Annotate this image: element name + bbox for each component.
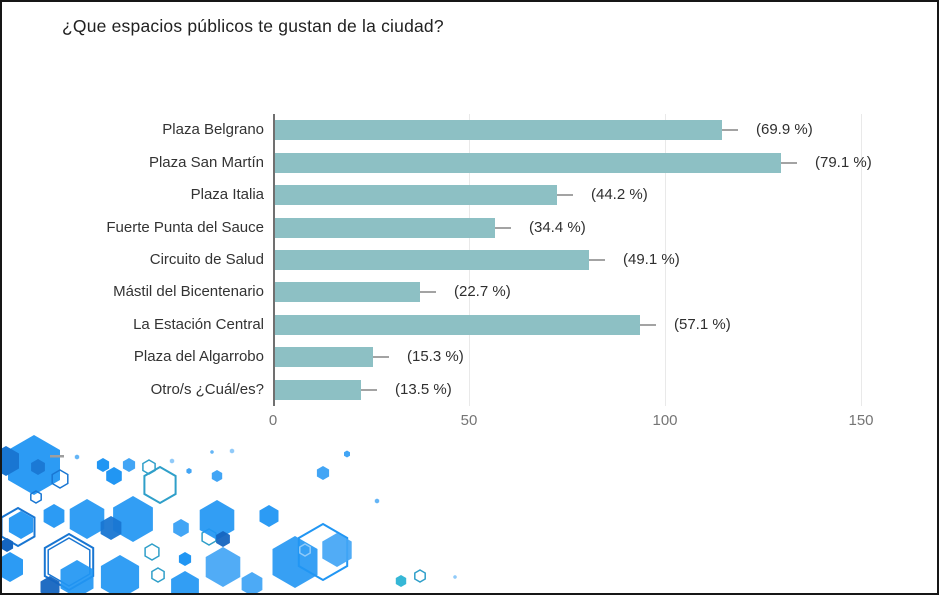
hexagon-shape [75,455,79,460]
hexagon-shape [375,499,379,504]
bar-whisker [781,162,797,164]
bar-5 [275,250,589,270]
percent-label: (44.2 %) [591,186,648,204]
bar-8 [275,347,373,367]
hexagon-shape [101,555,139,593]
category-label: Plaza Belgrano [162,121,264,139]
bar-3 [275,185,557,205]
bar-whisker [495,227,511,229]
hexagon-shape [2,552,23,582]
percent-label: (49.1 %) [623,251,680,268]
hexagon-shape [200,500,235,540]
percent-label: (13.5 %) [395,380,452,398]
bar-chart [2,112,912,447]
hexagon-shape [453,575,456,579]
percent-label: (57.1 %) [674,315,731,333]
bar-2 [275,153,781,173]
hexagon-shape [186,468,191,474]
hexagon-shape [173,519,189,537]
hexagon-shape [61,560,94,593]
bar-6 [275,282,420,302]
percent-label: (69.9 %) [756,121,813,139]
x-tick-0: 0 [268,412,278,429]
category-label: Fuerte Punta del Sauce [106,218,264,236]
category-label: Plaza San Martín [148,153,264,171]
category-label: Mástil del Bicentenario [113,283,264,301]
bar-9 [275,380,361,400]
percent-label: (15.3 %) [407,348,464,366]
bar-7 [275,315,640,335]
hexagon-decoration [2,417,482,593]
hexagon-shape [260,505,279,527]
bar-1 [275,120,722,140]
hexagon-shape [106,467,122,485]
percent-label: (79.1 %) [815,153,872,171]
x-tick-100: 100 [652,412,678,429]
hexagon-shape [415,570,425,582]
bar-whisker [361,389,377,391]
x-tick-50: 50 [460,412,478,429]
hexagon-shape [70,499,105,539]
hexagon-shape [317,466,329,480]
bar-whisker [589,259,605,261]
percent-label: (34.4 %) [529,218,586,236]
hexagon-shape [273,536,318,588]
category-label: Otro/s ¿Cuál/es? [150,380,264,398]
hexagon-shape [344,451,350,458]
percent-label: (22.7 %) [454,283,511,301]
hexagon-shape [2,538,13,552]
hexagon-shape [210,450,213,454]
hexagon-shape [242,572,263,593]
hexagon-shape [396,575,406,587]
hexagon-shape [170,459,174,464]
bar-whisker [640,324,656,326]
gray-dash-mark [50,455,64,458]
hexagon-shape [179,552,191,566]
hexagon-shape [145,544,159,560]
hexagon-shape [212,470,222,482]
category-label: Plaza Italia [190,186,264,204]
category-label: Plaza del Algarrobo [133,348,264,366]
hexagon-shape [44,504,65,528]
hexagon-shape [144,467,175,503]
hexagon-shape [230,449,234,454]
chart-title: ¿Que espacios públicos te gustan de la ciudad? [62,16,444,36]
bar-whisker [557,194,573,196]
hexagon-shape [152,568,164,582]
hexagon-shape [171,571,199,593]
bar-whisker [420,291,436,293]
hexagon-shape [123,458,135,472]
bar-whisker [722,129,738,131]
category-label: Circuito de Salud [149,251,264,268]
x-tick-150: 150 [848,412,874,429]
hexagon-shape [206,547,241,587]
hexagon-shape [97,458,109,472]
bar-4 [275,218,495,238]
bar-whisker [373,356,389,358]
category-label: La Estación Central [133,315,264,333]
